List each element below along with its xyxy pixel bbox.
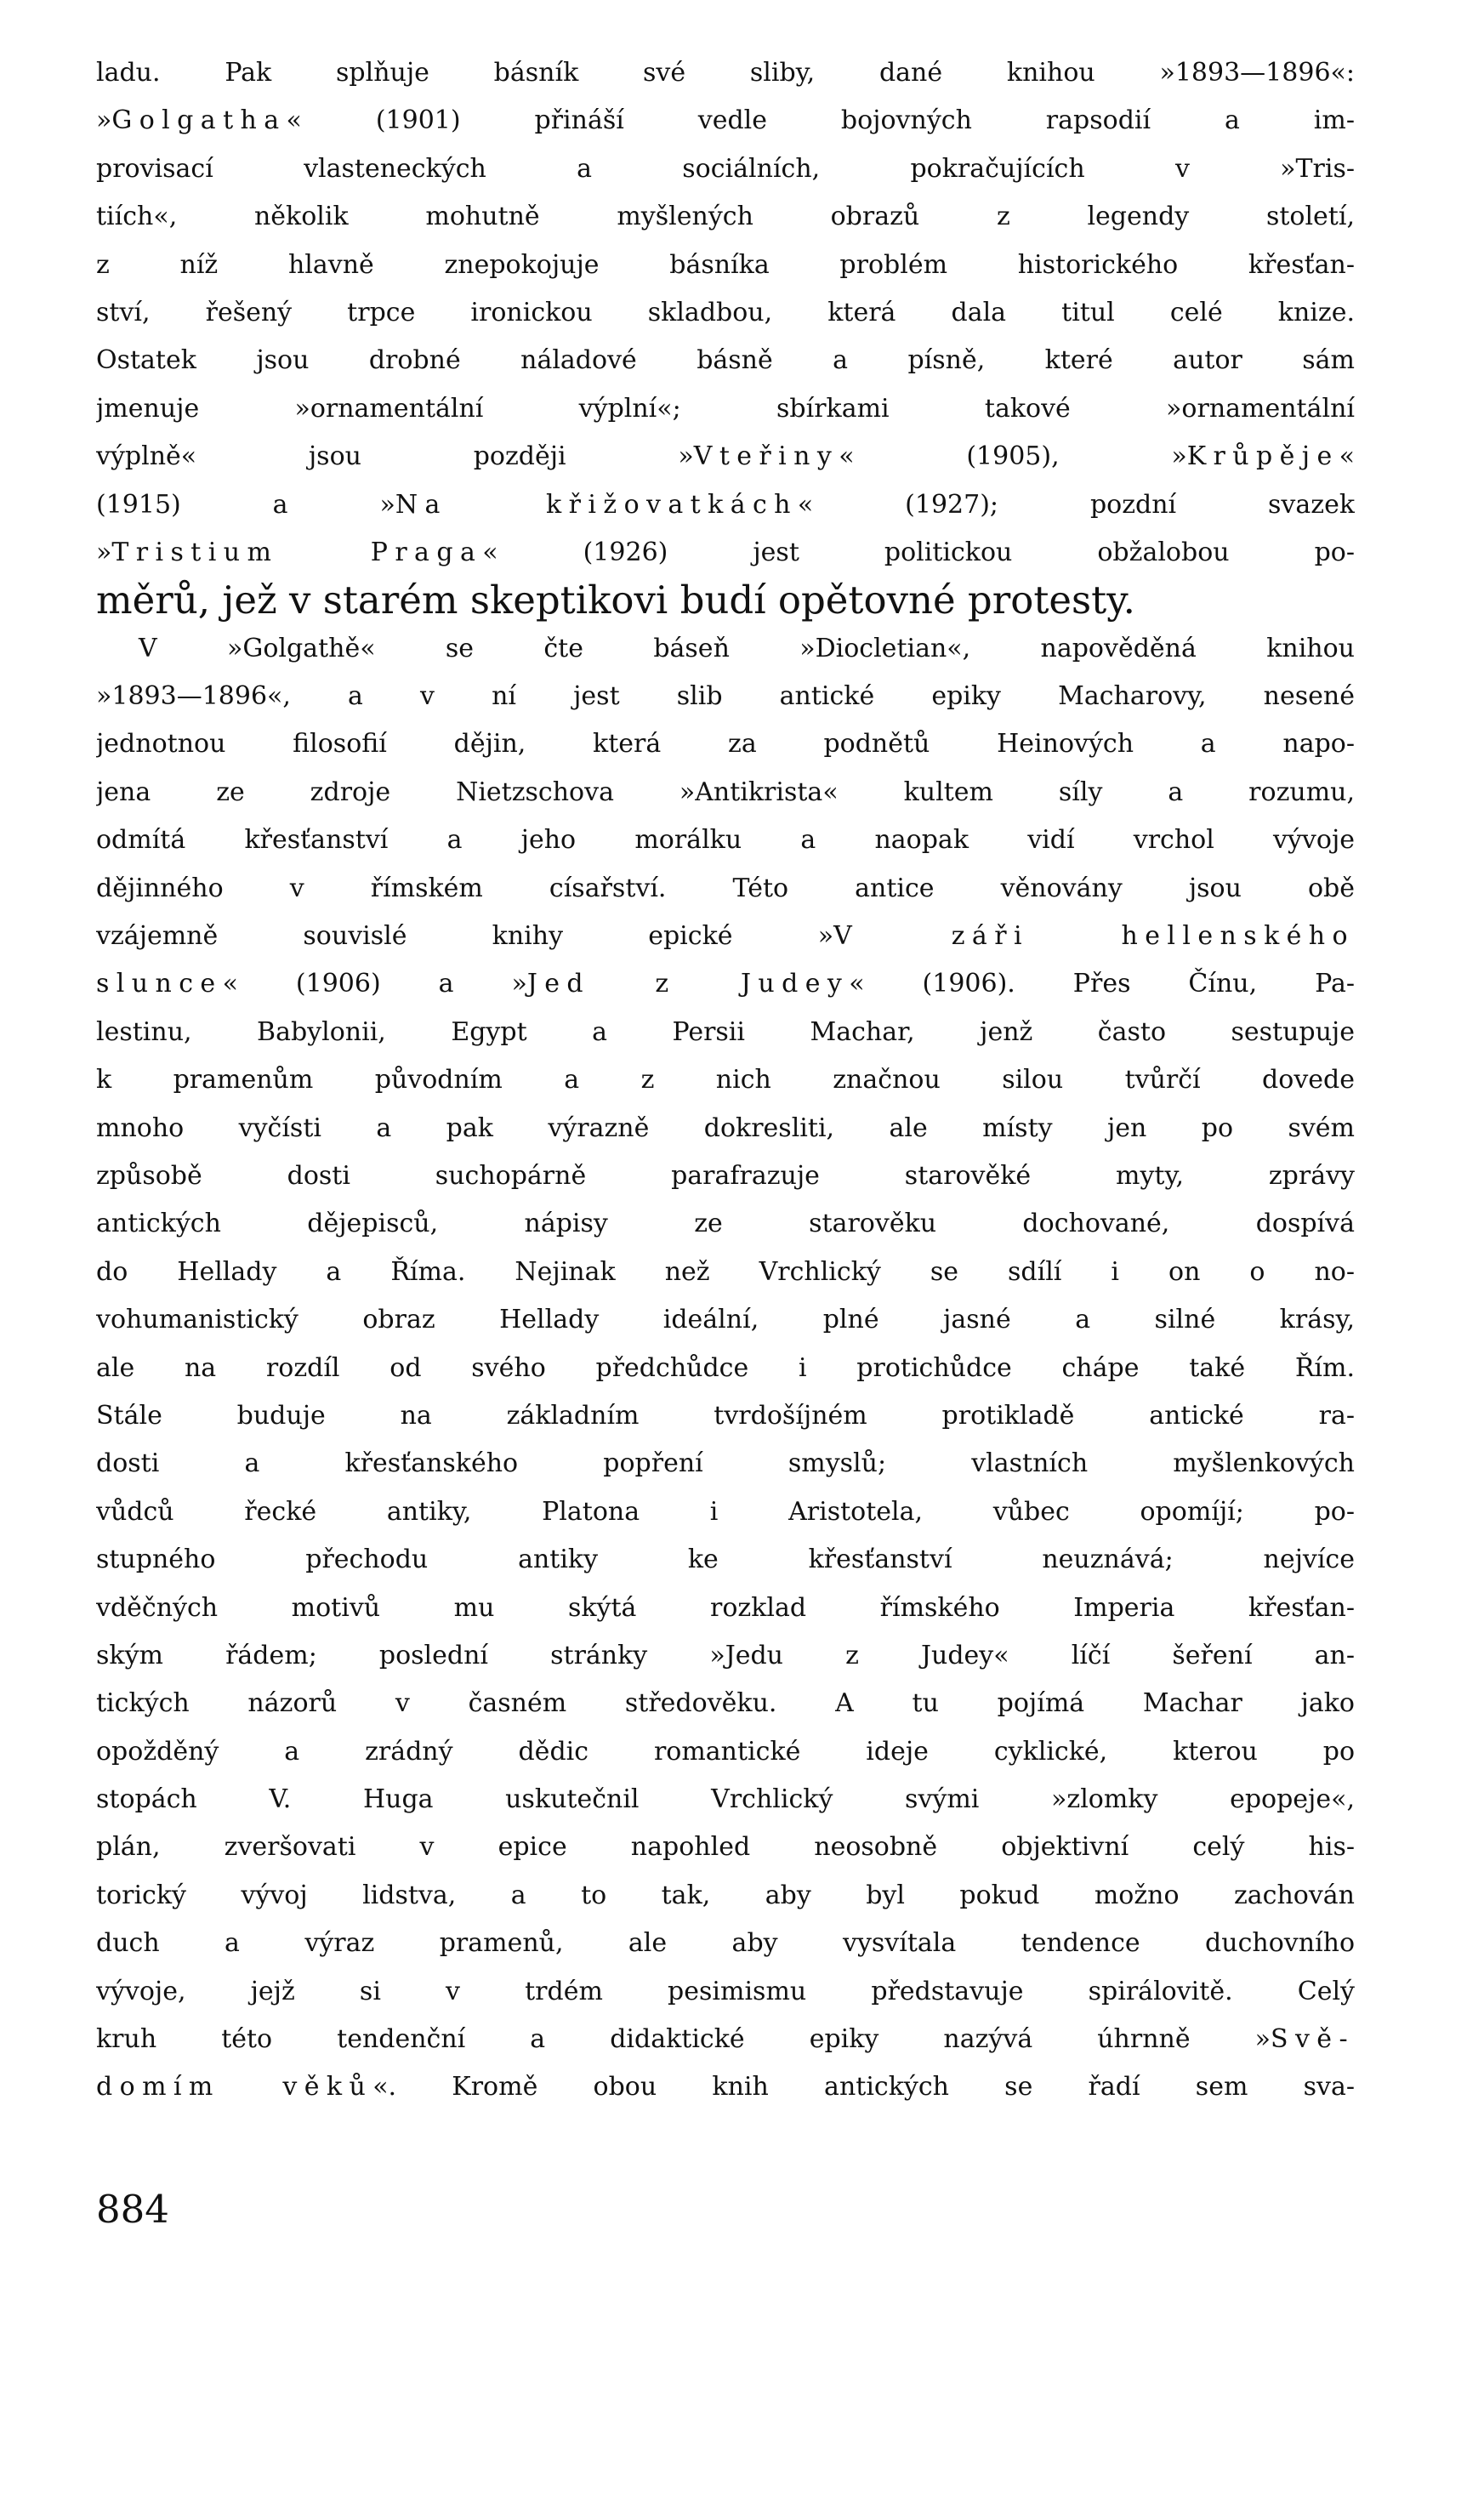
text-run: výplně« jsou později » xyxy=(96,441,694,472)
text-line xyxy=(96,577,1355,624)
text-run: měrů, jež v starém skeptikovi budí opětovné protesty. xyxy=(96,578,1135,623)
spaced-title: slunce xyxy=(96,969,223,999)
text-line xyxy=(96,960,1355,1008)
spaced-title: Jed z Judey xyxy=(526,969,850,999)
text-run: « xyxy=(1339,441,1355,472)
paragraph xyxy=(96,625,1355,2112)
text-run: antických dějepisců, nápisy ze starověku dochované, dospívá xyxy=(96,1209,1355,1239)
text-run: stupného přechodu antiky ke křesťanství neuznává; nejvíce xyxy=(96,1545,1355,1575)
text-line xyxy=(96,1009,1355,1056)
text-run: torický vývoj lidstva, a to tak, aby byl pokud možno zachován xyxy=(96,1880,1355,1910)
text-line xyxy=(96,1345,1355,1392)
text-run: k pramenům původním a z nich značnou silou tvůrčí dovede xyxy=(96,1065,1355,1095)
text-line xyxy=(96,529,1355,577)
text-run: ale na rozdíl od svého předchůdce i protichůdce chápe také Řím. xyxy=(96,1352,1355,1383)
text-line xyxy=(96,1824,1355,1871)
text-line xyxy=(96,337,1355,384)
text-run: « (1906). Přes Čínu, Pa- xyxy=(849,969,1355,999)
text-line xyxy=(96,1536,1355,1584)
text-line xyxy=(96,385,1355,433)
text-run: tických názorů v časném středověku. A tu pojímá Machar jako xyxy=(96,1688,1355,1719)
spaced-title: Svě- xyxy=(1271,2024,1355,2055)
text-run: (1915) a » xyxy=(96,489,395,520)
text-run: « (1926) jest politickou obžalobou po- xyxy=(482,537,1355,567)
text-line xyxy=(96,865,1355,913)
spaced-title: Na křižovatkách xyxy=(395,489,798,520)
text-run: » xyxy=(96,537,112,567)
text-line xyxy=(96,817,1355,864)
text-line xyxy=(96,1105,1355,1152)
text-line xyxy=(96,2063,1355,2111)
text-line xyxy=(96,720,1355,768)
text-run: ladu. Pak splňuje básník své sliby, dané knihou »1893—1896«: xyxy=(96,58,1355,88)
text-run: jednotnou filosofií dějin, která za podnětů Heinových a napo- xyxy=(96,729,1355,760)
text-run: « (1906) a » xyxy=(222,969,527,999)
text-line xyxy=(96,1680,1355,1727)
text-line xyxy=(96,1968,1355,2016)
text-run: lestinu, Babylonii, Egypt a Persii Machar, jenž často sestupuje xyxy=(96,1016,1355,1047)
text-run: vzájemně souvislé knihy epické » xyxy=(96,921,834,952)
text-line xyxy=(96,289,1355,337)
text-line xyxy=(96,1488,1355,1536)
text-run: ským řádem; poslední stránky »Jedu z Judey« líčí šeření an- xyxy=(96,1640,1355,1670)
text-run: duch a výraz pramenů, ale aby vysvítala tendence duchovního xyxy=(96,1928,1355,1959)
text-run: odmítá křesťanství a jeho morálku a naopak vidí vrchol vývoje xyxy=(96,825,1355,856)
spaced-title: Krůpěje xyxy=(1186,441,1339,472)
page-number: 884 xyxy=(96,2187,169,2232)
page-text xyxy=(96,49,1355,2112)
text-line xyxy=(96,49,1355,97)
text-line xyxy=(96,1872,1355,1920)
text-run: plán, zveršovati v epice napohled neosobně objektivní celý his- xyxy=(96,1832,1355,1863)
text-line xyxy=(96,1440,1355,1488)
spaced-title: Tristium Praga xyxy=(111,537,483,567)
text-line xyxy=(96,242,1355,289)
text-line xyxy=(96,1152,1355,1200)
text-run: vůdců řecké antiky, Platona i Aristotela, vůbec opomíjí; po- xyxy=(96,1496,1355,1527)
text-line xyxy=(96,481,1355,529)
text-line xyxy=(96,1200,1355,1248)
text-run: Ostatek jsou drobné náladové básně a písně, které autor sám xyxy=(96,345,1355,376)
text-run: dosti a křesťanského popření smyslů; vlastních myšlenkových xyxy=(96,1448,1355,1479)
text-run: «. Kromě obou knih antických se řadí sem sva- xyxy=(372,2072,1355,2102)
text-run: kruh této tendenční a didaktické epiky nazývá úhrnně » xyxy=(96,2024,1271,2055)
text-run: V »Golgathě« se čte báseň »Diocletian«, napověděná knihou xyxy=(139,633,1355,663)
text-run: stopách V. Huga uskutečnil Vrchlický svými »zlomky epopeje«, xyxy=(96,1784,1355,1815)
text-run: mnoho vyčísti a pak výrazně dokresliti, ale místy jen po svém xyxy=(96,1112,1355,1143)
text-line xyxy=(96,193,1355,241)
text-run: vděčných motivů mu skýtá rozklad římského Imperia křesťan- xyxy=(96,1592,1355,1623)
text-line xyxy=(96,1728,1355,1776)
text-line xyxy=(96,145,1355,193)
text-run: »1893—1896«, a v ní jest slib antické epiky Macharovy, nesené xyxy=(96,681,1355,712)
text-line xyxy=(96,433,1355,481)
text-run: Stále buduje na základním tvrdošíjném protikladě antické ra- xyxy=(96,1400,1355,1431)
text-run: jmenuje »ornamentální výplní«; sbírkami takové »ornamentální xyxy=(96,393,1355,424)
text-line xyxy=(96,2016,1355,2063)
text-line xyxy=(96,1296,1355,1344)
text-run: dějinného v římském císařství. Této antice věnovány jsou obě xyxy=(96,873,1355,903)
text-run: vývoje, jejž si v trdém pesimismu představuje spirálovitě. Celý xyxy=(96,1976,1355,2006)
text-run: ství, řešený trpce ironickou skladbou, která dala titul celé knize. xyxy=(96,297,1355,327)
text-line xyxy=(96,625,1355,673)
text-line xyxy=(96,1632,1355,1680)
text-run: vohumanistický obraz Hellady ideální, plné jasné a silné krásy, xyxy=(96,1305,1355,1335)
text-line xyxy=(96,97,1355,145)
text-run: provisací vlasteneckých a sociálních, pokračujících v »Tris- xyxy=(96,153,1355,184)
text-run: tiích«, několik mohutně myšlených obrazů z legendy století, xyxy=(96,202,1355,232)
spaced-title: V záři hellenského xyxy=(833,921,1355,952)
text-run: do Hellady a Říma. Nejinak než Vrchlický se sdílí i on o no- xyxy=(96,1256,1355,1287)
text-run: způsobě dosti suchopárně parafrazuje starověké myty, zprávy xyxy=(96,1160,1355,1191)
text-line xyxy=(96,1776,1355,1824)
text-line xyxy=(96,769,1355,817)
text-run: » xyxy=(96,105,112,136)
text-run: « (1905), » xyxy=(839,441,1187,472)
paragraph xyxy=(96,49,1355,625)
text-run: « (1901) přináší vedle bojovných rapsodií a im- xyxy=(286,105,1355,136)
text-run: « (1927); pozdní svazek xyxy=(797,489,1355,520)
text-line xyxy=(96,1249,1355,1296)
text-run: opožděný a zrádný dědic romantické ideje cyklické, kterou po xyxy=(96,1736,1355,1767)
text-line xyxy=(96,913,1355,960)
spaced-title: domím věků xyxy=(96,2072,373,2102)
text-line xyxy=(96,673,1355,720)
text-line xyxy=(96,1920,1355,1967)
text-line xyxy=(96,1585,1355,1632)
text-run: jena ze zdroje Nietzschova »Antikrista« kultem síly a rozumu, xyxy=(96,777,1355,807)
spaced-title: Vteřiny xyxy=(693,441,839,472)
text-line xyxy=(96,1392,1355,1440)
text-run: z níž hlavně znepokojuje básníka problém historického křesťan- xyxy=(96,249,1355,280)
text-line xyxy=(96,1056,1355,1104)
spaced-title: Golgatha xyxy=(111,105,287,136)
